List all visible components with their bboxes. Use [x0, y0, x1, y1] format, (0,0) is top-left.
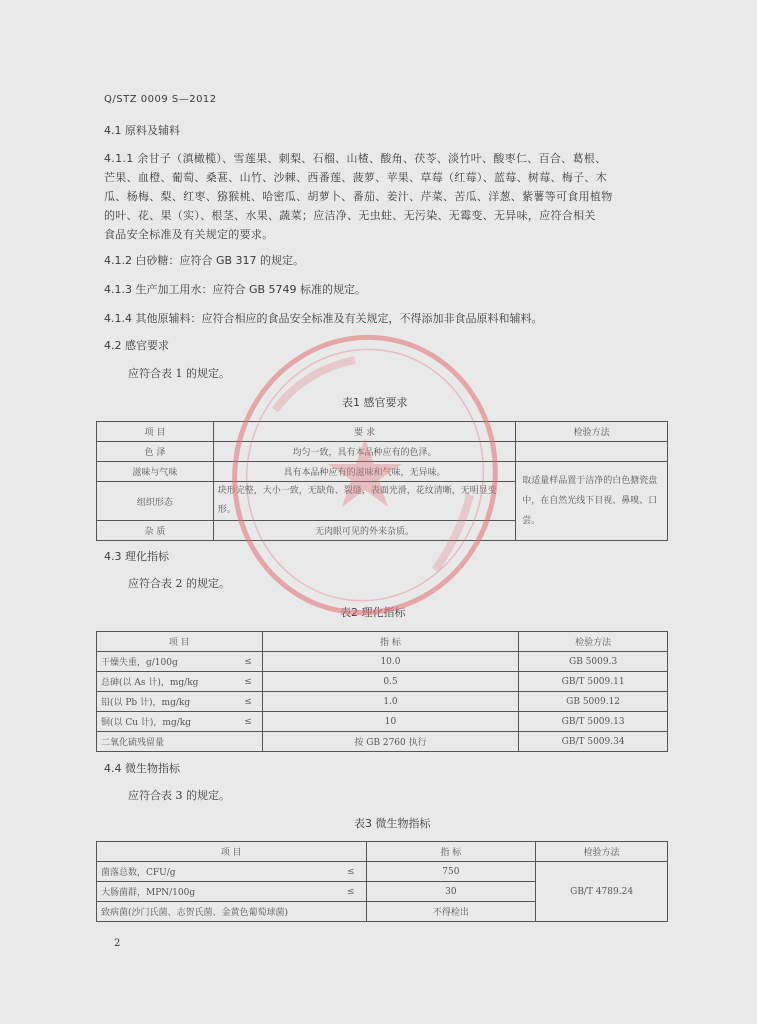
table-cell: 均匀一致，具有本品种应有的色泽。	[213, 442, 515, 462]
table-header-method: 检验方法	[536, 842, 668, 862]
table-cell: 铜(以 Cu 计)，mg/kg	[97, 712, 235, 732]
table-cell: 无肉眼可见的外来杂质。	[213, 521, 515, 541]
table-cell: 0.5	[262, 672, 518, 692]
table-cell: GB/T 5009.13	[519, 712, 668, 732]
table-cell: 干燥失重，g/100g	[97, 652, 235, 672]
table-cell: 块形完整，大小一致，无缺角、裂缝，表面光滑，花纹清晰，无明显变形。	[213, 482, 515, 521]
table-3-caption: 表3 微生物指标	[354, 817, 431, 830]
table-cell: ≤	[234, 672, 262, 692]
table-row	[97, 672, 668, 692]
table-row	[97, 862, 668, 882]
table-cell: 致病菌(沙门氏菌、志贺氏菌、金黄色葡萄球菌)	[97, 902, 367, 922]
table-cell: 滋味与气味	[97, 462, 214, 482]
section-4-4-heading: 4.4 微生物指标	[104, 762, 180, 775]
page-number: 2	[114, 938, 121, 949]
paragraph-line: 食品安全标准及有关规定的要求。	[104, 228, 274, 241]
section-4-1-3: 4.1.3 生产加工用水：应符合 GB 5749 标准的规定。	[104, 283, 367, 296]
paragraph-line: 瓜、杨梅、梨、红枣、猕猴桃、哈密瓜、胡萝卜、番茄、姜汁、芹菜、苦瓜、洋葱、紫薯等可食用植物	[104, 190, 613, 203]
table-cell: 大肠菌群，MPN/100g	[97, 882, 337, 902]
table-cell-method: 取适量样品置于洁净的白色搪瓷盘中，在自然光线下目视、鼻嗅、口尝。	[516, 462, 668, 541]
table-header-requirement: 要 求	[213, 422, 515, 442]
table-cell: 10.0	[262, 652, 518, 672]
section-4-1-4: 4.1.4 其他原辅料：应符合相应的食品安全标准及有关规定，不得添加非食品原料和辅料。	[104, 312, 543, 325]
table-cell: GB/T 5009.11	[519, 672, 668, 692]
table-cell: 具有本品种应有的滋味和气味，无异味。	[213, 462, 515, 482]
section-4-2-text: 应符合表 1 的规定。	[128, 367, 230, 380]
table-3-microbiological	[96, 841, 668, 922]
table-cell: GB/T 5009.34	[519, 732, 668, 752]
table-cell: 杂 质	[97, 521, 214, 541]
table-row	[97, 442, 668, 462]
table-1-sensory	[96, 421, 668, 541]
table-cell: 不得检出	[366, 902, 536, 922]
table-cell: ≤	[234, 652, 262, 672]
table-1-caption: 表1 感官要求	[342, 396, 408, 409]
table-cell	[516, 442, 668, 462]
table-header-item: 项 目	[97, 842, 367, 862]
table-header-indicator: 指 标	[366, 842, 536, 862]
table-header-indicator: 指 标	[262, 632, 518, 652]
table-cell: 铅(以 Pb 计)，mg/kg	[97, 692, 235, 712]
table-row	[97, 652, 668, 672]
table-header-method: 检验方法	[516, 422, 668, 442]
table-cell: 10	[262, 712, 518, 732]
table-2-caption: 表2 理化指标	[340, 606, 406, 619]
section-4-1-2: 4.1.2 白砂糖：应符合 GB 317 的规定。	[104, 254, 305, 267]
section-4-1-heading: 4.1 原料及辅料	[104, 124, 180, 137]
paragraph-line: 芒果、血橙、葡萄、桑葚、山竹、沙棘、西番莲、菠萝、苹果、草莓（红莓）、蓝莓、树莓、梅子、木	[104, 171, 607, 184]
table-row	[97, 712, 668, 732]
table-cell: ≤	[234, 692, 262, 712]
table-header-item: 项 目	[97, 632, 263, 652]
table-cell-method: GB/T 4789.24	[536, 862, 668, 922]
table-2-physicochemical	[96, 631, 668, 752]
table-cell: GB 5009.12	[519, 692, 668, 712]
section-4-2-heading: 4.2 感官要求	[104, 339, 169, 352]
table-cell: 1.0	[262, 692, 518, 712]
table-header-method: 检验方法	[519, 632, 668, 652]
table-cell: 总砷(以 As 计)，mg/kg	[97, 672, 235, 692]
table-cell: 色 泽	[97, 442, 214, 462]
table-cell: GB 5009.3	[519, 652, 668, 672]
table-cell: 30	[366, 882, 536, 902]
table-cell: ≤	[336, 862, 366, 882]
table-cell: ≤	[234, 712, 262, 732]
table-header-item: 项 目	[97, 422, 214, 442]
paragraph-line: 的叶、花、果（实）、根茎、水果、蔬菜；应洁净、无虫蛀、无污染、无霉变、无异味，应符合相关	[104, 209, 596, 222]
section-4-3-heading: 4.3 理化指标	[104, 550, 169, 563]
paragraph-line: 4.1.1 余甘子（滇橄榄）、雪莲果、刺梨、石榴、山楂、酸角、茯苓、淡竹叶、酸枣仁、百合、葛根、	[104, 152, 607, 165]
table-cell: ≤	[336, 882, 366, 902]
table-row	[97, 732, 668, 752]
section-4-3-text: 应符合表 2 的规定。	[128, 577, 230, 590]
table-row	[97, 692, 668, 712]
document-header-code: Q/STZ 0009 S—2012	[104, 94, 217, 105]
section-4-1-1-paragraph	[104, 149, 668, 244]
section-4-4-text: 应符合表 3 的规定。	[128, 789, 230, 802]
table-cell: 二氧化硫残留量	[97, 732, 263, 752]
table-cell: 750	[366, 862, 536, 882]
table-cell: 组织形态	[97, 482, 214, 521]
table-cell: 菌落总数，CFU/g	[97, 862, 337, 882]
table-row	[97, 462, 668, 482]
table-cell: 按 GB 2760 执行	[262, 732, 518, 752]
